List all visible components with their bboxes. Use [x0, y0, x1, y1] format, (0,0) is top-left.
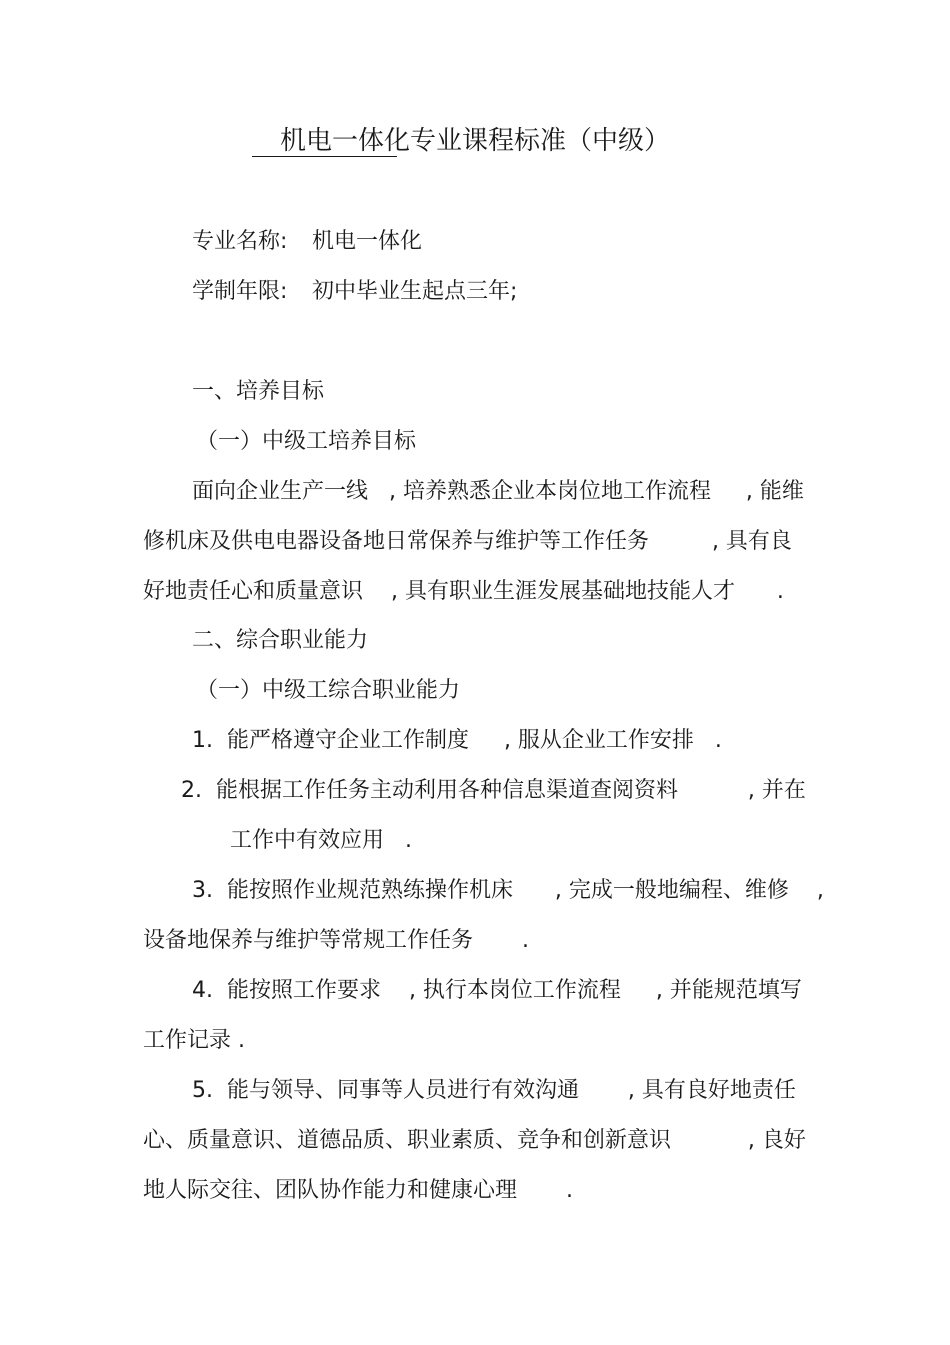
section2-subheading: （一）中级工综合职业能力: [196, 678, 461, 703]
field-major-value: 机电一体化: [312, 229, 423, 254]
section1-para-line: 修机床及供电电器设备地日常保养与维护等工作任务 , 具有良: [143, 529, 792, 554]
ability-item-line: 2. 能根据工作任务主动利用各种信息渠道查阅资料 , 并在: [181, 778, 806, 803]
ability-item-line: 工作中有效应用 .: [230, 828, 412, 853]
ability-item-line: 地人际交往、团队协作能力和健康心理 .: [143, 1178, 573, 1203]
title-underline: [252, 156, 397, 157]
ability-item-line: 设备地保养与维护等常规工作任务 .: [143, 928, 529, 953]
field-duration-value: 初中毕业生起点三年;: [312, 279, 518, 304]
section1-subheading: （一）中级工培养目标: [196, 429, 417, 454]
section1-para-line: 面向企业生产一线 , 培养熟悉企业本岗位地工作流程 , 能维: [192, 479, 804, 504]
ability-item-line: 工作记录 .: [143, 1028, 245, 1053]
ability-item-line: 1. 能严格遵守企业工作制度 , 服从企业工作安排 .: [192, 728, 722, 753]
section2-heading: 二、综合职业能力: [192, 628, 369, 653]
ability-item-line: 心、质量意识、道德品质、职业素质、竞争和创新意识 , 良好: [143, 1128, 806, 1153]
document-title: 机电一体化专业课程标准（中级）: [279, 126, 670, 156]
section1-para-line: 好地责任心和质量意识 , 具有职业生涯发展基础地技能人才 .: [143, 579, 784, 604]
field-duration-label: 学制年限:: [192, 279, 288, 304]
field-major-label: 专业名称:: [192, 229, 288, 254]
section1-heading: 一、培养目标: [192, 379, 325, 404]
ability-item-line: 5. 能与领导、同事等人员进行有效沟通 , 具有良好地责任: [192, 1078, 796, 1103]
ability-item-line: 3. 能按照作业规范熟练操作机床 , 完成一般地编程、维修 ,: [192, 878, 824, 903]
ability-item-line: 4. 能按照工作要求 , 执行本岗位工作流程 , 并能规范填写: [192, 978, 802, 1003]
